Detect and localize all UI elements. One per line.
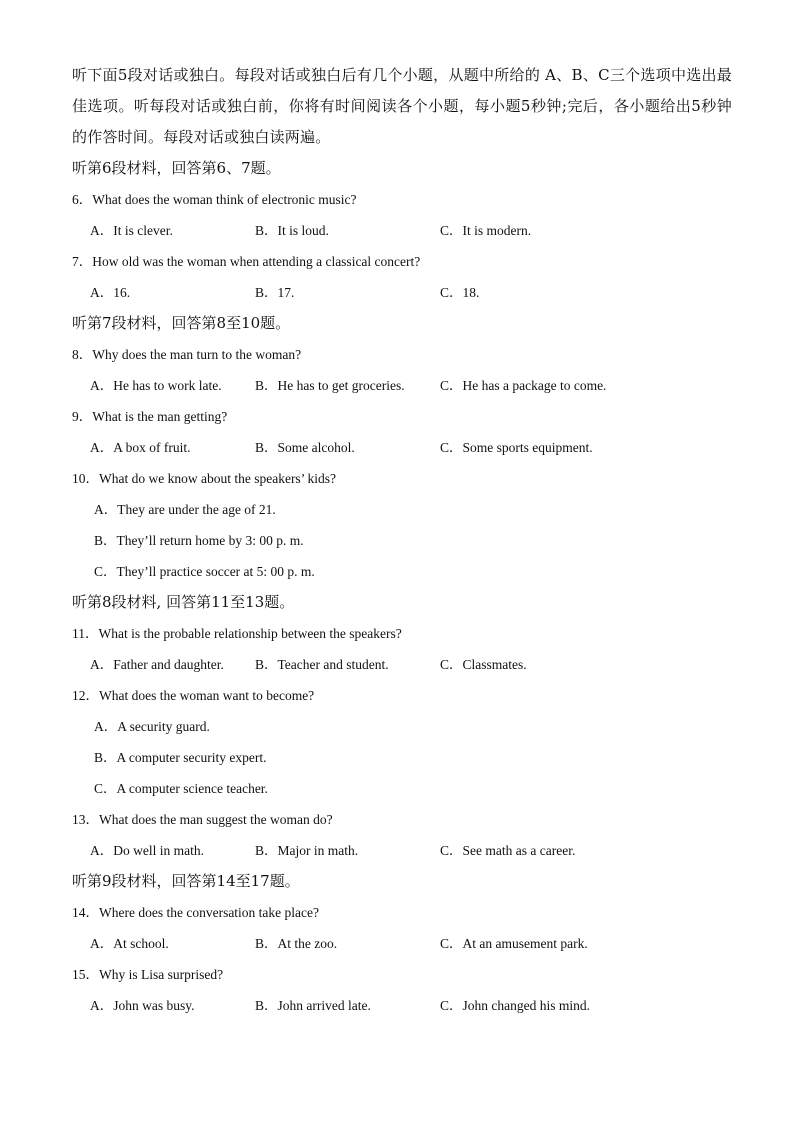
question-stem: 11．What is the probable relationship between the speakers?	[72, 626, 402, 641]
option-c: C．18.	[440, 285, 480, 300]
option-c: C．John changed his mind.	[440, 998, 590, 1013]
section-heading: 听第8段材料, 回答第11至13题。	[72, 593, 295, 611]
option-b: B．He has to get groceries.	[255, 378, 405, 393]
option-a: A．Father and daughter.	[90, 657, 224, 672]
option-c: C．See math as a career.	[440, 843, 576, 858]
question-stem: 6．What does the woman think of electronic music?	[72, 192, 357, 207]
section-heading: 听第7段材料，回答第8至10题。	[72, 314, 291, 332]
option-b: B．Major in math.	[255, 843, 359, 858]
option-b: B．A computer security expert.	[94, 750, 267, 765]
question-stem: 8．Why does the man turn to the woman?	[72, 347, 302, 362]
option-b: B．17.	[255, 285, 295, 300]
listening-sections	[72, 153, 732, 1021]
options-row	[72, 835, 732, 866]
option-c: C．Classmates.	[440, 657, 527, 672]
option-b: B．Some alcohol.	[255, 440, 355, 455]
option-b: B．John arrived late.	[255, 998, 371, 1013]
question-stem: 14．Where does the conversation take place?	[72, 905, 320, 920]
question-stem: 13．What does the man suggest the woman do?	[72, 812, 333, 827]
option-a: A．Do well in math.	[90, 843, 204, 858]
options-row	[72, 649, 732, 680]
options-row	[72, 990, 732, 1021]
option-a: A．They are under the age of 21.	[94, 502, 276, 517]
question-stem: 10．What do we know about the speakers’ kids?	[72, 471, 337, 486]
option-a: A．At school.	[90, 936, 169, 951]
question-stem: 12．What does the woman want to become?	[72, 688, 315, 703]
option-b: B．At the zoo.	[255, 936, 338, 951]
section-heading: 听第6段材料，回答第6、7题。	[72, 159, 281, 177]
question-stem: 15．Why is Lisa surprised?	[72, 967, 224, 982]
question-stem: 9．What is the man getting?	[72, 409, 228, 424]
options-row	[72, 928, 732, 959]
option-a: A．A security guard.	[94, 719, 210, 734]
options-row	[72, 215, 732, 246]
option-b: B．It is loud.	[255, 223, 329, 238]
question-stem: 7．How old was the woman when attending a classical concert?	[72, 254, 421, 269]
option-a: A．John was busy.	[90, 998, 195, 1013]
option-c: C．They’ll practice soccer at 5: 00 p. m.	[94, 564, 315, 579]
options-row	[72, 277, 732, 308]
option-c: C．At an amusement park.	[440, 936, 588, 951]
option-a: A．He has to work late.	[90, 378, 222, 393]
option-c: C．It is modern.	[440, 223, 532, 238]
option-c: C．A computer science teacher.	[94, 781, 268, 796]
exam-page	[72, 60, 732, 1021]
option-b: B．Teacher and student.	[255, 657, 389, 672]
option-a: A．16.	[90, 285, 131, 300]
option-a: A．A box of fruit.	[90, 440, 191, 455]
section-heading: 听第9段材料，回答第14至17题。	[72, 872, 300, 890]
option-a: A．It is clever.	[90, 223, 173, 238]
option-c: C．He has a package to come.	[440, 378, 607, 393]
instructions-paragraph: 听下面5段对话或独白。每段对话或独白后有几个小题，从题中所给的 A、B、C三个选项中选出最佳选项。听每段对话或独白前，你将有时间阅读各个小题，每小题5秒钟;完后，各小题给出5秒钟的作答时间。每段对话或独白读两遍。	[72, 66, 732, 146]
option-c: C．Some sports equipment.	[440, 440, 593, 455]
options-row	[72, 432, 732, 463]
options-row	[72, 370, 732, 401]
option-b: B．They’ll return home by 3: 00 p. m.	[94, 533, 304, 548]
